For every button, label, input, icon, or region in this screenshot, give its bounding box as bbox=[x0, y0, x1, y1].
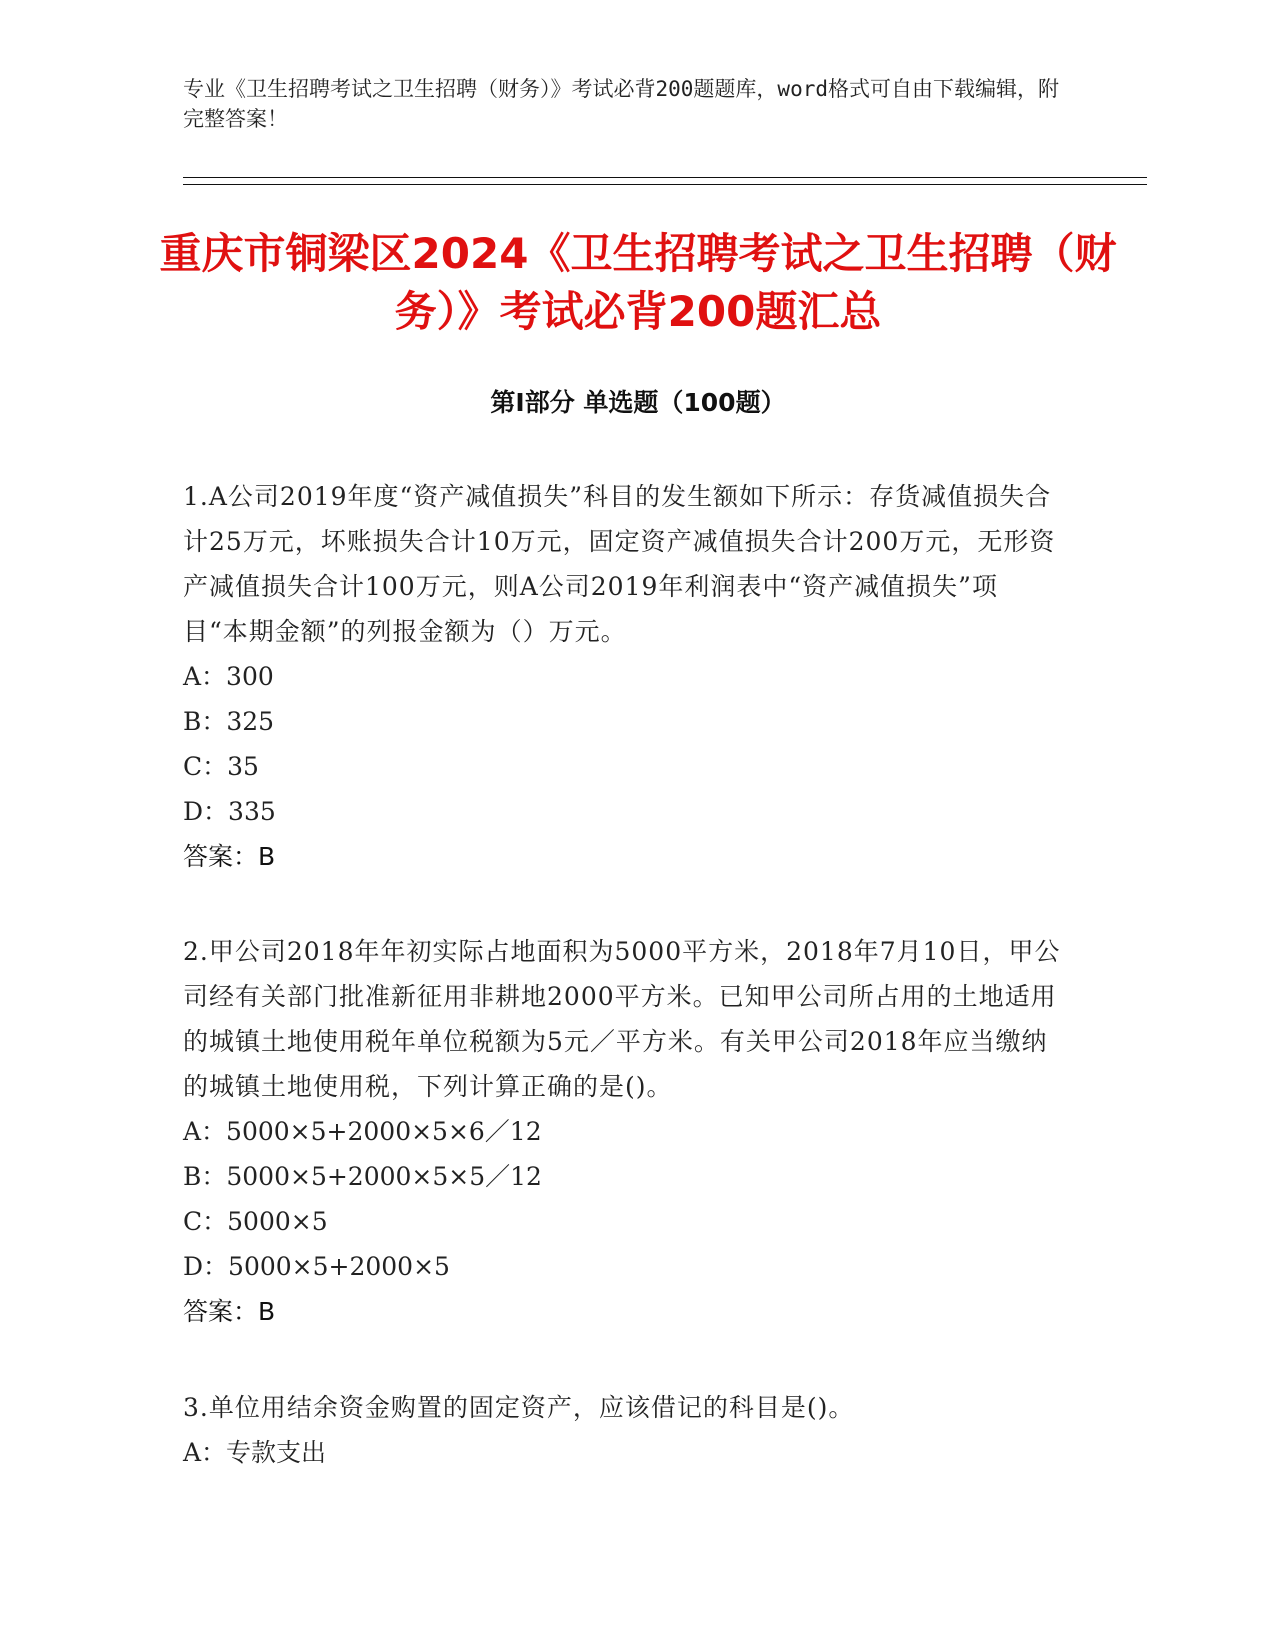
header-note: 专业《卫生招聘考试之卫生招聘（财务）》考试必背200题题库，word格式可自由下载编辑，附完整答案！ bbox=[183, 77, 1059, 131]
section-title: 第I部分 单选题（100题） bbox=[490, 388, 786, 417]
option-b: B：325 bbox=[183, 707, 275, 736]
option-a: A：专款支出 bbox=[183, 1438, 327, 1467]
question-stem: 3.单位用结余资金购置的固定资产，应该借记的科目是()。 bbox=[183, 1393, 855, 1422]
option-c: C：5000×5 bbox=[183, 1207, 328, 1236]
document-title: 重庆市铜梁区2024《卫生招聘考试之卫生招聘（财务）》考试必背200题汇总 bbox=[159, 229, 1117, 336]
option-a: A：300 bbox=[183, 662, 274, 691]
option-d: D：5000×5+2000×5 bbox=[183, 1252, 450, 1281]
option-c: C：35 bbox=[183, 752, 259, 781]
question-2 bbox=[183, 929, 1063, 1334]
question-1 bbox=[183, 474, 1063, 879]
option-d: D：335 bbox=[183, 797, 276, 826]
option-b: B：5000×5+2000×5×5／12 bbox=[183, 1162, 542, 1191]
question-stem: 1.A公司2019年度“资产减值损失”科目的发生额如下所示：存货减值损失合计25万元，坏账损失合计10万元，固定资产减值损失合计200万元，无形资产减值损失合计100万元，则A公司2019年利润表中“资产减值损失”项目“本期金额”的列报金额为（）万元。 bbox=[183, 482, 1056, 646]
option-a: A：5000×5+2000×5×6／12 bbox=[183, 1117, 542, 1146]
header-divider-top bbox=[183, 177, 1147, 178]
question-stem: 2.甲公司2018年年初实际占地面积为5000平方米，2018年7月10日，甲公司经有关部门批准新征用非耕地2000平方米。已知甲公司所占用的土地适用的城镇土地使用税年单位税额为5元／平方米。有关甲公司2018年应当缴纳的城镇土地使用税，下列计算正确的是()。 bbox=[183, 937, 1061, 1101]
header-divider-bottom bbox=[183, 184, 1147, 185]
answer: 答案：B bbox=[183, 842, 276, 871]
question-3 bbox=[183, 1385, 1063, 1475]
answer: 答案：B bbox=[183, 1297, 276, 1326]
